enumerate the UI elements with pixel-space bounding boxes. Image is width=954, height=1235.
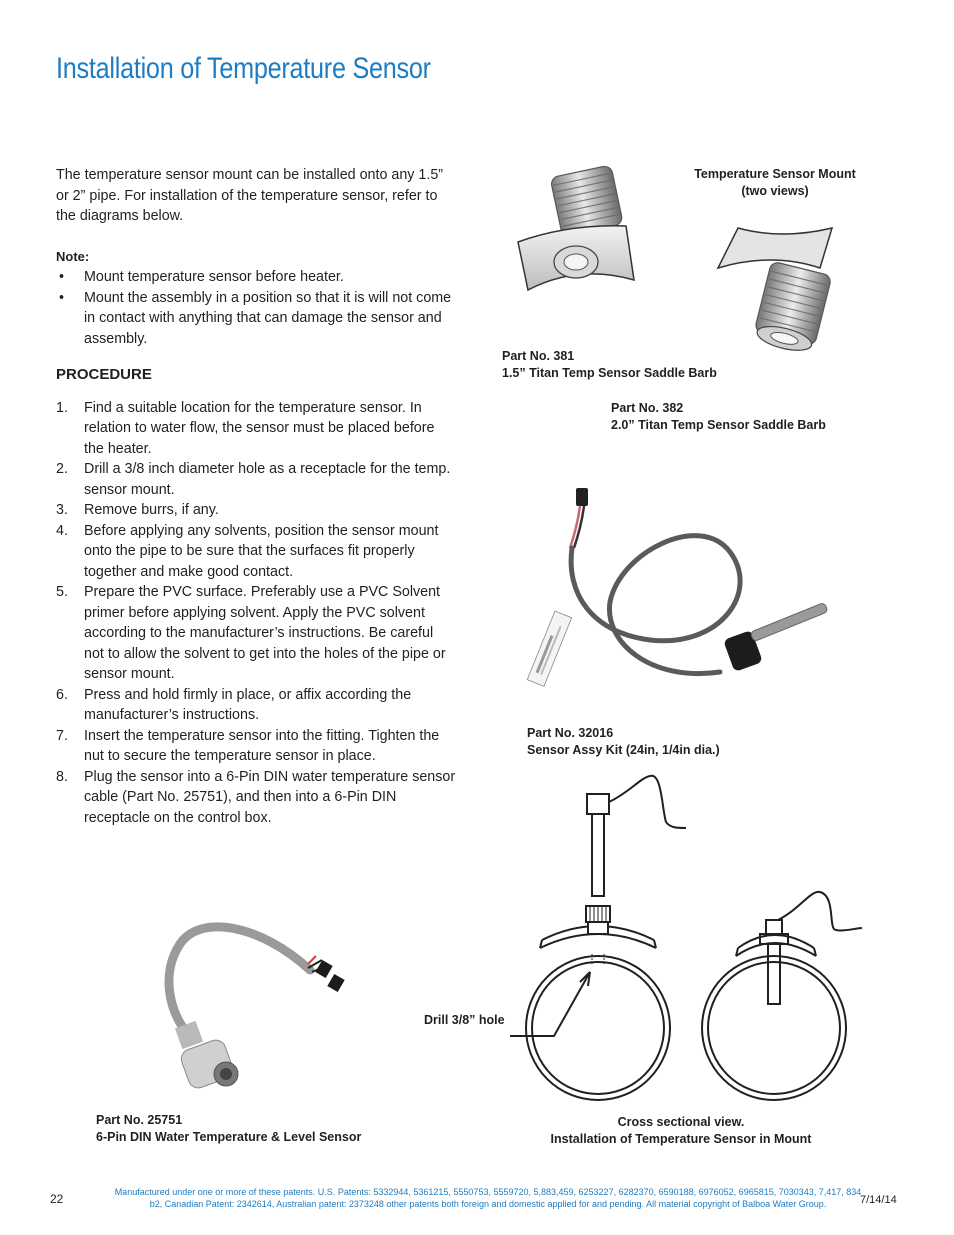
procedure-step [56, 685, 456, 726]
step-text: Find a suitable location for the temperature sensor. In relation to water flow, the sensor must be placed before the heater. [84, 399, 435, 457]
step-number: 5. [56, 584, 68, 600]
page-number: 22 [50, 1192, 64, 1206]
procedure-step [56, 521, 456, 583]
saddle-mount-view-1-image [508, 162, 648, 302]
step-number: 7. [56, 727, 68, 744]
part-382-number: Part No. 382 [611, 401, 684, 415]
step-text: Press and hold firmly in place, or affix according the manufacturer’s instructions. [84, 686, 412, 723]
part-382-caption [611, 400, 826, 434]
procedure-steps [56, 398, 456, 829]
part-382-description: 2.0” Titan Temp Sensor Saddle Barb [611, 418, 826, 432]
step-text: Insert the temperature sensor into the fitting. Tighten the nut to secure the temperature sensor in place. [84, 727, 440, 764]
procedure-heading: PROCEDURE [56, 366, 152, 383]
instructions-column [56, 165, 456, 828]
step-number: 1. [56, 399, 68, 416]
intro-paragraph: The temperature sensor mount can be installed onto any 1.5” or 2” pipe. For installation of the temperature sensor, refer to the diagrams below. [56, 167, 444, 224]
procedure-step [56, 726, 456, 767]
saddle-mount-view-2-image [712, 218, 852, 358]
note-heading: Note: [56, 248, 90, 264]
part-25751-caption [96, 1112, 361, 1146]
part-25751-number: Part No. 25751 [96, 1113, 183, 1127]
cross-section-caption-line1: Cross sectional view. [617, 1115, 745, 1129]
cross-section-diagram [510, 770, 890, 1110]
patent-notice: Manufactured under one or more of these patents. U.S. Patents: 5332944, 5361215, 5550753, 5559720, 5,883,459, 6253227, 6282370, 6590188, 6976052, 6965815, 7030343, 7,417, 834 b2, Canadian Patent: 2342614, Australian patent: 2373248 other patents both foreign and domestic applied for and pending. All material copyright of Balboa Water Group. [114, 1187, 862, 1209]
part-25751-description: 6-Pin DIN Water Temperature & Level Sensor [96, 1130, 362, 1144]
part-381-description: 1.5” Titan Temp Sensor Saddle Barb [502, 366, 717, 380]
mount-caption [680, 166, 870, 200]
part-32016-caption [527, 725, 720, 759]
step-number: 8. [56, 768, 68, 785]
step-text: Drill a 3/8 inch diameter hole as a receptacle for the temp. sensor mount. [84, 461, 451, 498]
step-number: 2. [56, 461, 68, 477]
revision-date: 7/14/14 [860, 1194, 897, 1206]
cross-section-caption [520, 1114, 842, 1148]
procedure-step [56, 398, 456, 460]
part-381-number: Part No. 381 [502, 349, 575, 363]
drill-hole-label: Drill 3/8” hole [424, 1013, 505, 1027]
step-number: 4. [56, 522, 68, 539]
procedure-step [56, 459, 456, 500]
mount-caption-line2: (two views) [741, 184, 809, 198]
note-item: • Mount the assembly in a position so that it is will not come in contact with anything that can damage the sensor and assembly. [56, 288, 456, 350]
sensor-assy-kit-image [520, 482, 840, 702]
step-number: 6. [56, 686, 68, 703]
step-text: Plug the sensor into a 6-Pin DIN water temperature sensor cable (Part No. 25751), and then into a 6-Pin DIN receptacle on the control box. [84, 768, 456, 826]
step-text: Before applying any solvents, position the sensor mount onto the pipe to be sure that the surfaces fit properly together and make good contact. [84, 522, 439, 580]
step-number: 3. [56, 502, 68, 518]
page-title: Installation of Temperature Sensor [56, 52, 431, 85]
step-text: Remove burrs, if any. [84, 502, 219, 518]
part-32016-number: Part No. 32016 [527, 726, 614, 740]
step-text: Prepare the PVC surface. Preferably use a PVC Solvent primer before applying solvent. Apply the PVC solvent according to the manufacturer’s instructions. Be careful not to allow the solvent to get into the holes of the pipe or sensor mount. [84, 584, 446, 682]
mount-caption-line1: Temperature Sensor Mount [694, 167, 856, 181]
din-cable-image [140, 904, 380, 1100]
procedure-step [56, 767, 456, 829]
note-list [56, 267, 456, 349]
cross-section-caption-line2: Installation of Temperature Sensor in Mount [550, 1132, 812, 1146]
procedure-step [56, 500, 456, 521]
part-381-caption [502, 348, 717, 382]
note-item: • Mount temperature sensor before heater. [56, 267, 456, 288]
part-32016-description: Sensor Assy Kit (24in, 1/4in dia.) [527, 743, 720, 757]
procedure-step [56, 582, 456, 685]
